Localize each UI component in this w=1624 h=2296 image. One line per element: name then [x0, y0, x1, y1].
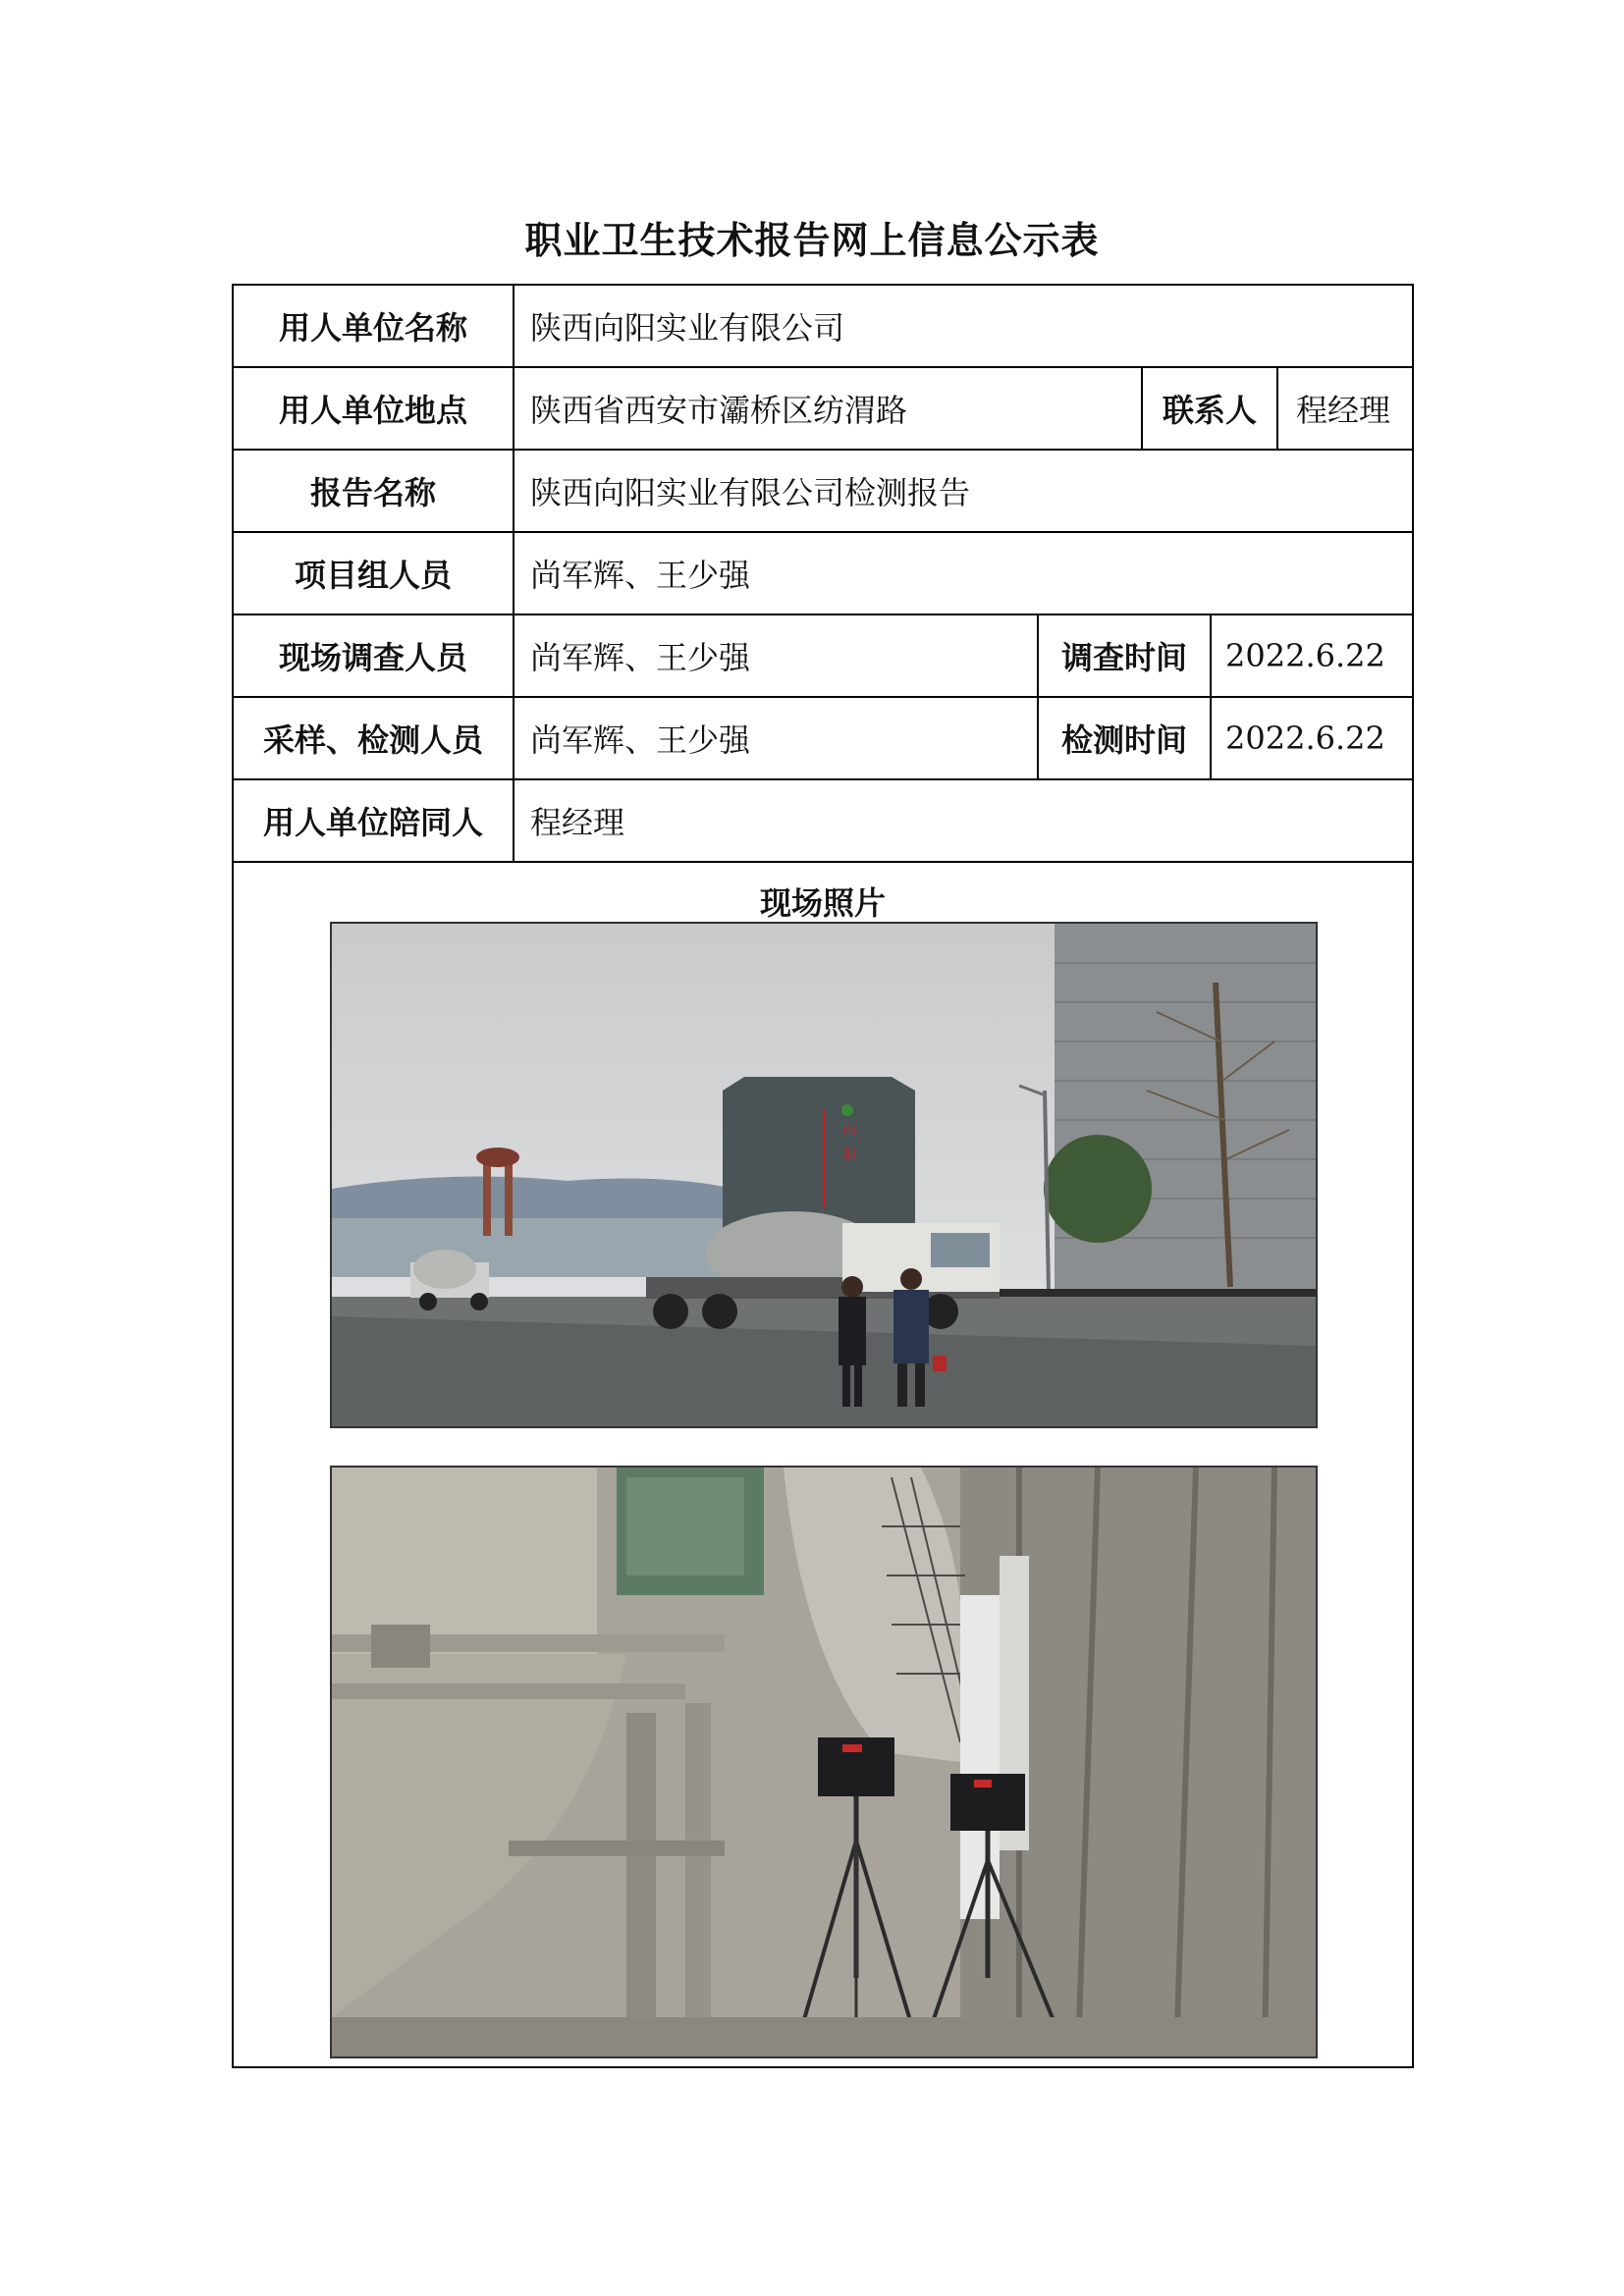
contact-label: 联系人: [1141, 368, 1276, 449]
site-photo-indoor: [330, 1466, 1318, 2058]
survey-staff-label: 现场调查人员: [278, 639, 467, 676]
escort-value: 程经理: [513, 780, 1412, 861]
photo-section-title: 现场照片: [759, 884, 886, 922]
table-row-survey-staff: [234, 615, 1412, 698]
site-photo-outdoor-image: [332, 924, 1316, 1426]
unit-name-value: 陕西向阳实业有限公司: [513, 286, 1412, 366]
table-row-unit-name: [234, 286, 1412, 368]
unit-name-label: 用人单位名称: [278, 309, 467, 347]
svg-text:阳: 阳: [842, 1148, 856, 1163]
testing-time-value: 2022.6.22: [1210, 698, 1412, 778]
site-photo-indoor-image: [332, 1468, 1316, 2056]
unit-address-value: 陕西省西安市灞桥区纺渭路: [513, 368, 1141, 449]
survey-time-label: 调查时间: [1037, 615, 1210, 696]
testing-time-label: 检测时间: [1037, 698, 1210, 778]
contact-value: 程经理: [1276, 368, 1412, 449]
report-name-label: 报告名称: [309, 474, 436, 511]
sampling-staff-value: 尚军辉、王少强: [513, 698, 1037, 778]
table-row-project-team: [234, 533, 1412, 615]
report-name-value: 陕西向阳实业有限公司检测报告: [513, 451, 1412, 531]
project-team-label: 项目组人员: [294, 557, 452, 594]
table-row-unit-address: [234, 368, 1412, 451]
unit-address-label: 用人单位地点: [278, 392, 467, 429]
site-photo-outdoor: [330, 922, 1318, 1428]
table-row-sampling-staff: [234, 698, 1412, 780]
sampling-staff-label: 采样、检测人员: [262, 721, 483, 759]
escort-label: 用人单位陪同人: [262, 804, 483, 841]
info-table: [232, 284, 1414, 2068]
svg-text:向: 向: [842, 1123, 856, 1139]
table-row-escort: [234, 780, 1412, 863]
survey-time-value: 2022.6.22: [1210, 615, 1412, 696]
survey-staff-value: 尚军辉、王少强: [513, 615, 1037, 696]
project-team-value: 尚军辉、王少强: [513, 533, 1412, 614]
table-row-report-name: [234, 451, 1412, 533]
page-title: 职业卫生技术报告网上信息公示表: [524, 219, 1100, 262]
